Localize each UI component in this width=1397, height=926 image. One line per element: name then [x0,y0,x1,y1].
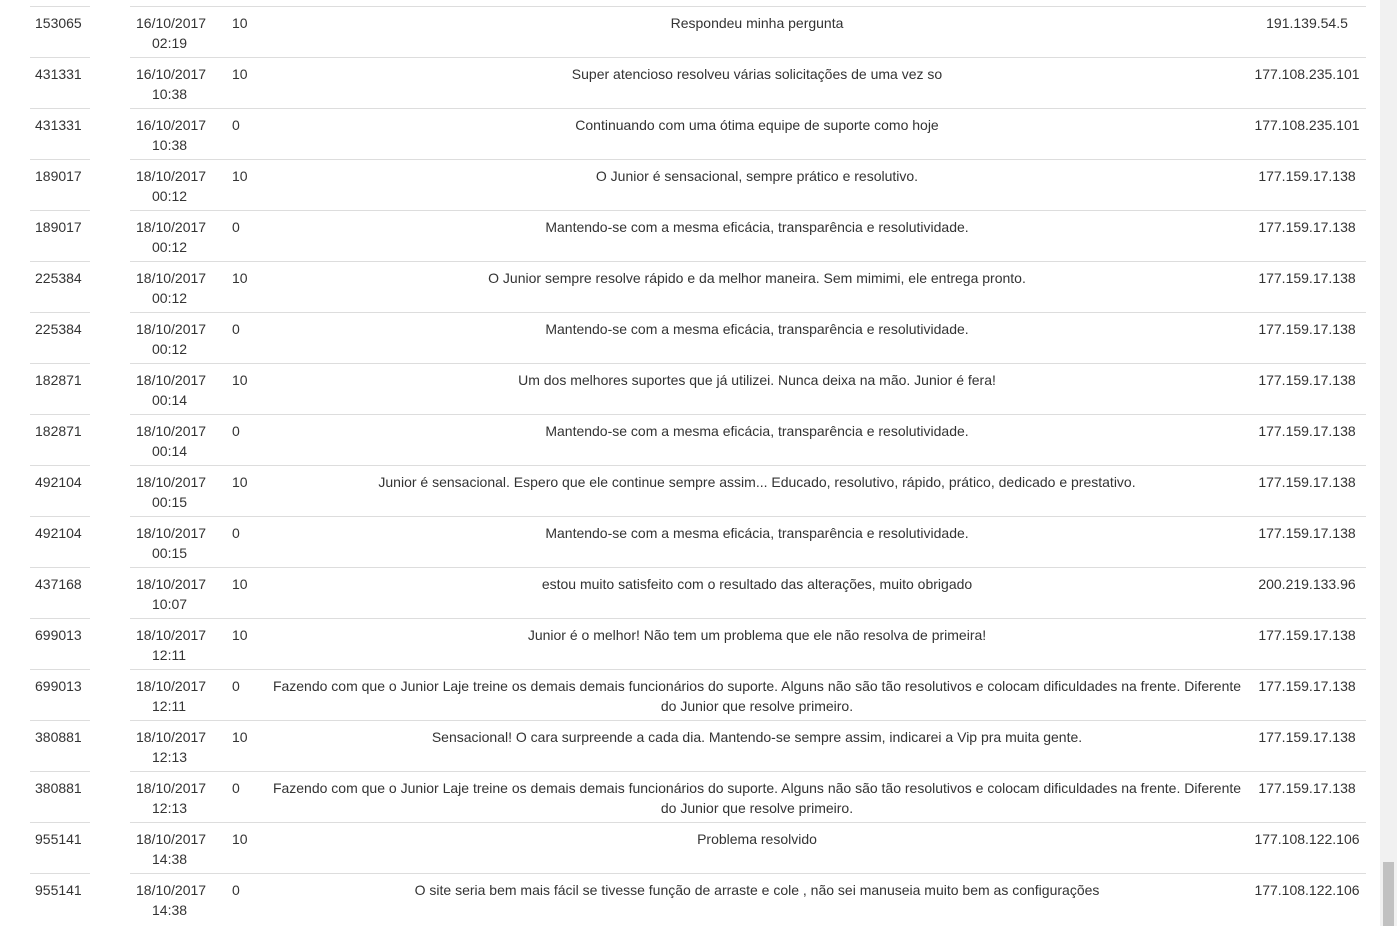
table-row [30,312,1366,363]
date-text: 18/10/2017 [136,219,207,235]
comment-cell: Junior é sensacional. Espero que ele continue sempre assim... Educado, resolutivo, rápido, prático, dedicado e prestativo. [378,474,1136,490]
table-row [30,57,1366,108]
row-border-gap [90,57,130,58]
comment-cell: Mantendo-se com a mesma eficácia, transparência e resolutividade. [545,321,969,337]
table-row [30,261,1366,312]
ip-address-cell: 200.219.133.96 [1258,576,1356,592]
date-text: 18/10/2017 [136,168,207,184]
comment-cell: Sensacional! O cara surpreende a cada dia. Mantendo-se sempre assim, indicarei a Vip pra muita gente. [431,729,1083,745]
time-text: 10:07 [152,596,188,612]
date-cell [136,64,226,104]
row-border-gap [90,465,130,466]
table-row [30,771,1366,822]
time-text: 00:12 [152,239,188,255]
row-border-gap [90,516,130,517]
ip-address-cell: 177.159.17.138 [1258,423,1356,439]
customer-id-cell: 955141 [35,882,82,898]
row-border-gap [90,414,130,415]
date-cell [136,829,226,869]
vertical-scrollbar[interactable] [1380,0,1397,926]
customer-id-cell: 431331 [35,117,82,133]
time-text: 12:11 [152,698,186,714]
comment-cell: Fazendo com que o Junior Laje treine os demais demais funcionários do suporte. Alguns não são tão resolutivos e colocam dificuldades na frente. Diferente do Junior que resolve primeiro. [272,678,1242,714]
time-text: 12:13 [152,800,188,816]
score-cell: 0 [232,678,240,694]
customer-id-cell: 380881 [35,780,82,796]
ip-address-cell: 177.159.17.138 [1258,168,1356,184]
date-cell [136,727,226,767]
comment-cell: Fazendo com que o Junior Laje treine os demais demais funcionários do suporte. Alguns não são tão resolutivos e colocam dificuldades na frente. Diferente do Junior que resolve primeiro. [272,780,1242,816]
time-text: 14:38 [152,851,188,867]
customer-id-cell: 182871 [35,423,82,439]
customer-id-cell: 380881 [35,729,82,745]
customer-id-cell: 699013 [35,627,82,643]
date-text: 18/10/2017 [136,474,207,490]
ip-address-cell: 177.159.17.138 [1258,474,1356,490]
row-border-gap [90,567,130,568]
ip-address-cell: 177.159.17.138 [1258,219,1356,235]
time-text: 14:38 [152,902,188,918]
comment-cell: O Junior sempre resolve rápido e da melhor maneira. Sem mimimi, ele entrega pronto. [488,270,1026,286]
date-cell [136,472,226,512]
row-border-gap [90,669,130,670]
table-row [30,414,1366,465]
ip-address-cell: 177.108.235.101 [1254,117,1360,133]
date-text: 16/10/2017 [136,66,207,82]
time-text: 10:38 [152,137,188,153]
time-text: 02:19 [152,35,188,51]
time-text: 12:11 [152,647,186,663]
comment-cell: Problema resolvido [697,831,817,847]
date-cell [136,676,226,716]
row-border-gap [90,618,130,619]
customer-id-cell: 437168 [35,576,82,592]
date-cell [136,268,226,308]
comment-cell: Junior é o melhor! Não tem um problema que ele não resolva de primeira! [527,627,987,643]
score-cell: 0 [232,525,240,541]
score-cell: 10 [232,15,248,31]
date-text: 16/10/2017 [136,117,207,133]
comment-cell: Um dos melhores suportes que já utilizei. Nunca deixa na mão. Junior é fera! [518,372,996,388]
customer-id-cell: 492104 [35,525,82,541]
comment-cell: O site seria bem mais fácil se tivesse função de arraste e cole , não sei manuseia muito bem as configurações [414,882,1100,898]
score-cell: 10 [232,729,248,745]
row-border-gap [90,312,130,313]
date-text: 18/10/2017 [136,321,207,337]
date-cell [136,370,226,410]
table-row [30,567,1366,618]
comment-cell: Continuando com uma ótima equipe de suporte como hoje [575,117,939,133]
score-cell: 0 [232,219,240,235]
date-text: 18/10/2017 [136,882,207,898]
date-cell [136,421,226,461]
date-cell [136,523,226,563]
time-text: 00:14 [152,443,188,459]
table-row [30,720,1366,771]
row-border-gap [90,210,130,211]
time-text: 00:15 [152,494,188,510]
row-border-gap [90,363,130,364]
ip-address-cell: 191.139.54.5 [1266,15,1348,31]
ip-address-cell: 177.159.17.138 [1258,678,1356,694]
date-text: 18/10/2017 [136,780,207,796]
ip-address-cell: 177.159.17.138 [1258,780,1356,796]
time-text: 10:38 [152,86,188,102]
date-text: 18/10/2017 [136,423,207,439]
comment-cell: Mantendo-se com a mesma eficácia, transparência e resolutividade. [545,525,969,541]
date-cell [136,115,226,155]
score-cell: 0 [232,321,240,337]
row-border-gap [90,159,130,160]
row-border-gap [90,720,130,721]
comment-cell: Respondeu minha pergunta [670,15,844,31]
date-text: 18/10/2017 [136,627,207,643]
time-text: 00:15 [152,545,188,561]
ip-address-cell: 177.159.17.138 [1258,372,1356,388]
customer-id-cell: 153065 [35,15,82,31]
score-cell: 10 [232,66,248,82]
comment-cell: estou muito satisfeito com o resultado das alterações, muito obrigado [541,576,973,592]
row-border-gap [90,108,130,109]
table-row [30,873,1366,924]
date-text: 18/10/2017 [136,576,207,592]
row-border-gap [90,261,130,262]
comment-cell: O Junior é sensacional, sempre prático e resolutivo. [595,168,919,184]
score-cell: 10 [232,831,248,847]
date-cell [136,217,226,257]
customer-id-cell: 225384 [35,270,82,286]
table-row [30,6,1366,57]
table-row [30,108,1366,159]
score-cell: 10 [232,474,248,490]
customer-id-cell: 182871 [35,372,82,388]
score-cell: 10 [232,576,248,592]
date-text: 18/10/2017 [136,729,207,745]
date-cell [136,574,226,614]
table-row [30,669,1366,720]
comment-cell: Mantendo-se com a mesma eficácia, transparência e resolutividade. [545,423,969,439]
date-cell [136,880,226,920]
ip-address-cell: 177.159.17.138 [1258,321,1356,337]
ip-address-cell: 177.108.122.106 [1254,831,1360,847]
date-cell [136,166,226,206]
date-cell [136,625,226,665]
table-row [30,465,1366,516]
customer-id-cell: 431331 [35,66,82,82]
scrollbar-thumb[interactable] [1383,862,1394,926]
date-cell [136,778,226,818]
customer-id-cell: 955141 [35,831,82,847]
table-row [30,210,1366,261]
score-cell: 0 [232,117,240,133]
customer-id-cell: 189017 [35,168,82,184]
score-cell: 10 [232,372,248,388]
comment-cell: Super atencioso resolveu várias solicitações de uma vez so [571,66,943,82]
date-text: 18/10/2017 [136,525,207,541]
date-text: 18/10/2017 [136,678,207,694]
score-cell: 0 [232,423,240,439]
date-text: 18/10/2017 [136,372,207,388]
score-cell: 0 [232,780,240,796]
ip-address-cell: 177.108.235.101 [1254,66,1360,82]
time-text: 00:12 [152,290,188,306]
time-text: 00:12 [152,188,188,204]
customer-id-cell: 699013 [35,678,82,694]
table-row [30,159,1366,210]
customer-id-cell: 225384 [35,321,82,337]
customer-id-cell: 492104 [35,474,82,490]
row-border-gap [90,873,130,874]
time-text: 00:12 [152,341,188,357]
date-text: 18/10/2017 [136,270,207,286]
score-cell: 10 [232,270,248,286]
date-text: 16/10/2017 [136,15,207,31]
table-row [30,618,1366,669]
time-text: 00:14 [152,392,188,408]
score-cell: 0 [232,882,240,898]
ip-address-cell: 177.159.17.138 [1258,270,1356,286]
ip-address-cell: 177.159.17.138 [1258,525,1356,541]
row-border-gap [90,822,130,823]
row-border-gap [90,6,130,7]
date-text: 18/10/2017 [136,831,207,847]
score-cell: 10 [232,627,248,643]
ip-address-cell: 177.159.17.138 [1258,729,1356,745]
row-border-gap [90,771,130,772]
customer-id-cell: 189017 [35,219,82,235]
evaluations-table [30,6,1366,924]
score-cell: 10 [232,168,248,184]
table-row [30,363,1366,414]
ip-address-cell: 177.159.17.138 [1258,627,1356,643]
table-row [30,822,1366,873]
date-cell [136,13,226,53]
date-cell [136,319,226,359]
comment-cell: Mantendo-se com a mesma eficácia, transparência e resolutividade. [545,219,969,235]
ip-address-cell: 177.108.122.106 [1254,882,1360,898]
table-row [30,516,1366,567]
time-text: 12:13 [152,749,188,765]
